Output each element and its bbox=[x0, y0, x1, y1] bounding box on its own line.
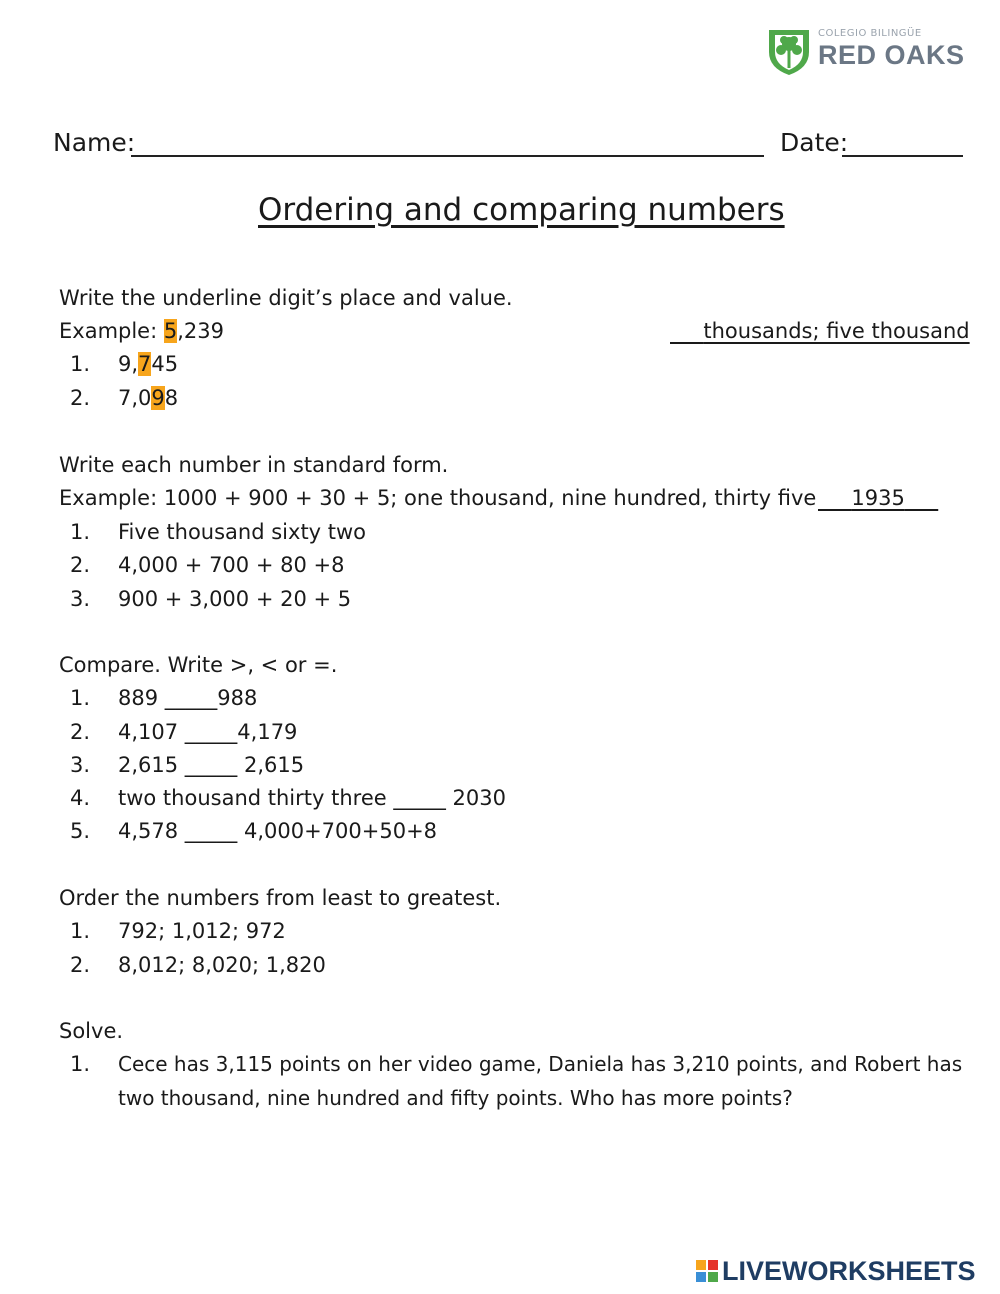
highlighted-digit: 7 bbox=[138, 352, 152, 376]
date-field[interactable] bbox=[842, 155, 963, 157]
section3-heading: Compare. Write >, < or =. bbox=[59, 653, 338, 677]
list-item bbox=[118, 352, 178, 376]
list-item bbox=[118, 386, 178, 410]
liveworksheets-logo bbox=[696, 1256, 996, 1288]
list-item: 4,000 + 700 + 80 +8 bbox=[118, 553, 345, 577]
list-item: 4,107 _____4,179 bbox=[118, 720, 298, 744]
digit-pre: 9, bbox=[118, 352, 139, 376]
item-number: 1. bbox=[70, 520, 91, 544]
item-number: 1. bbox=[70, 686, 91, 710]
list-item: 4,578 _____ 4,000+700+50+8 bbox=[118, 819, 438, 843]
section2-example-answer bbox=[818, 486, 938, 510]
item-number: 2. bbox=[70, 386, 91, 410]
item-number: 2. bbox=[70, 720, 91, 744]
item-number: 5. bbox=[70, 819, 91, 843]
section2-heading: Write each number in standard form. bbox=[59, 453, 449, 477]
example-rest: ,239 bbox=[177, 319, 224, 343]
liveworksheets-icon bbox=[696, 1260, 718, 1282]
item-number: 3. bbox=[70, 753, 91, 777]
item-number: 2. bbox=[70, 553, 91, 577]
item-number: 1. bbox=[70, 1052, 91, 1076]
item-number: 3. bbox=[70, 587, 91, 611]
digit-post: 45 bbox=[151, 352, 179, 376]
section2-example: Example: 1000 + 900 + 30 + 5; one thousand, nine hundred, thirty five bbox=[59, 486, 817, 510]
example-prefix: Example: bbox=[59, 319, 164, 343]
section1-heading: Write the underline digit’s place and value. bbox=[59, 286, 513, 310]
page-title: Ordering and comparing numbers bbox=[258, 192, 785, 228]
section5-heading: Solve. bbox=[59, 1019, 124, 1043]
list-item: 889 _____988 bbox=[118, 686, 258, 710]
section4-heading: Order the numbers from least to greatest. bbox=[59, 886, 502, 910]
date-label: Date: bbox=[780, 128, 849, 157]
name-label: Name: bbox=[53, 128, 136, 157]
name-field[interactable] bbox=[131, 155, 764, 157]
logo-subtitle: COLEGIO BILINGÜE bbox=[818, 28, 922, 39]
word-problem-line1: Cece has 3,115 points on her video game, Daniela has 3,210 points, and Robert has bbox=[118, 1052, 963, 1076]
item-number: 1. bbox=[70, 352, 91, 376]
digit-pre: 7,0 bbox=[118, 386, 152, 410]
section1-example-answer bbox=[670, 319, 970, 343]
item-number: 4. bbox=[70, 786, 91, 810]
list-item: two thousand thirty three _____ 2030 bbox=[118, 786, 506, 810]
list-item: Five thousand sixty two bbox=[118, 520, 367, 544]
example-answer-text: 1935 bbox=[851, 486, 905, 510]
list-item: 2,615 _____ 2,615 bbox=[118, 753, 305, 777]
highlighted-digit: 5 bbox=[163, 319, 178, 343]
highlighted-digit: 9 bbox=[151, 386, 165, 410]
example-answer-text: thousands; five thousand bbox=[703, 319, 970, 343]
item-number: 1. bbox=[70, 919, 91, 943]
item-number: 2. bbox=[70, 953, 91, 977]
logo-name: RED OAKS bbox=[818, 40, 965, 70]
school-logo bbox=[766, 22, 966, 78]
footer-brand: LIVEWORKSHEETS bbox=[722, 1256, 976, 1286]
word-problem-line2: two thousand, nine hundred and fifty points. Who has more points? bbox=[118, 1086, 793, 1110]
list-item: 8,012; 8,020; 1,820 bbox=[118, 953, 326, 977]
section1-example bbox=[59, 319, 224, 343]
digit-post: 8 bbox=[164, 386, 179, 410]
tree-shield-icon bbox=[766, 26, 812, 76]
list-item: 900 + 3,000 + 20 + 5 bbox=[118, 587, 352, 611]
list-item: 792; 1,012; 972 bbox=[118, 919, 286, 943]
